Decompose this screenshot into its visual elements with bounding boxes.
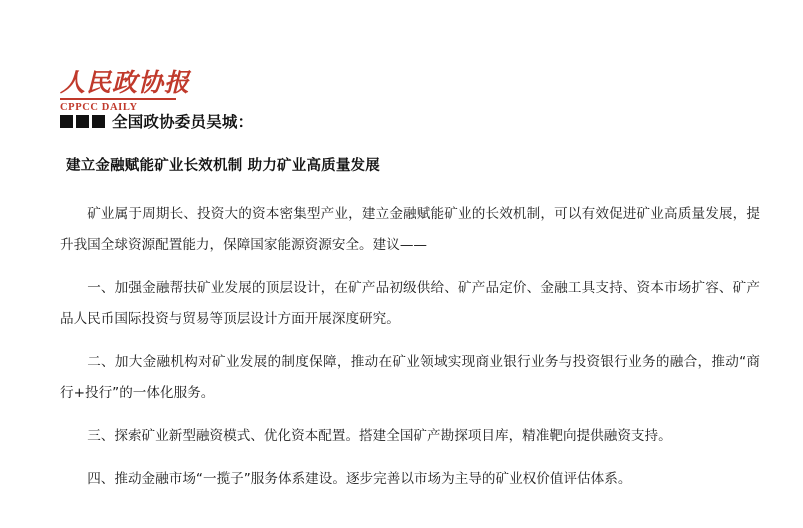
article-subheadline: 建立金融赋能矿业长效机制 助力矿业高质量发展 bbox=[66, 158, 380, 174]
masthead-divider bbox=[60, 98, 176, 100]
masthead-chinese-title: 人民政协报 bbox=[60, 68, 191, 97]
article-byline: 全国政协委员吴城： bbox=[112, 113, 254, 131]
bullet-square-icon bbox=[92, 115, 105, 128]
article-paragraph: 二、加大金融机构对矿业发展的制度保障，推动在矿业领域实现商业银行业务与投资银行业务的融合，推动“商行+投行”的一体化服务。 bbox=[60, 354, 760, 401]
bullet-squares-icon bbox=[60, 115, 105, 128]
masthead-english-title: CPPCC DAILY bbox=[60, 102, 138, 114]
article-paragraph: 一、加强金融帮扶矿业发展的顶层设计，在矿产品初级供给、矿产品定价、金融工具支持、资本市场扩容、矿产品人民币国际投资与贸易等顶层设计方面开展深度研究。 bbox=[60, 280, 760, 327]
byline-row bbox=[60, 110, 760, 132]
bullet-square-icon bbox=[60, 115, 73, 128]
article-body bbox=[60, 110, 760, 495]
masthead bbox=[60, 70, 290, 113]
article-paragraph: 矿业属于周期长、投资大的资本密集型产业，建立金融赋能矿业的长效机制，可以有效促进矿业高质量发展，提升我国全球资源配置能力，保障国家能源资源安全。建议—— bbox=[60, 206, 760, 253]
article-paragraph: 三、探索矿业新型融资模式、优化资本配置。搭建全国矿产勘探项目库，精准靶向提供融资支持。 bbox=[87, 428, 672, 444]
article-paragraph: 四、推动金融市场“一揽子”服务体系建设。逐步完善以市场为主导的矿业权价值评估体系。 bbox=[87, 471, 632, 487]
bullet-square-icon bbox=[76, 115, 89, 128]
